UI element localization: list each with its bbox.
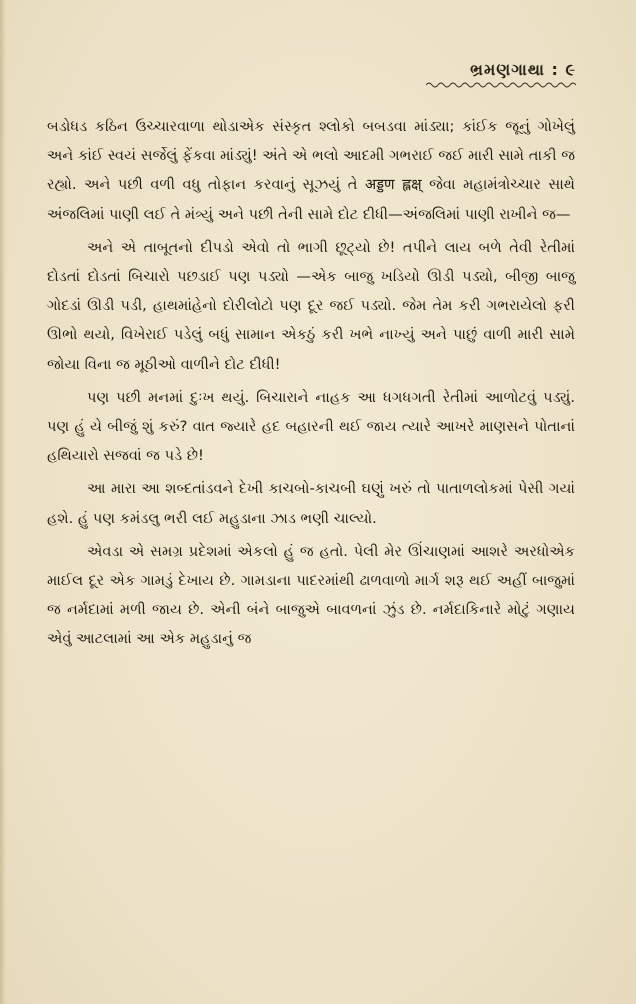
- paragraph-5: એવડા એ સમગ્ર પ્રદેશમાં એકલો હું જ હતો. પેલી મેર ઊંચાણમાં આશરે અરધોએક માઈલ દૂર એક ગામડું દેખાય છે. ગામડાના પાદરમાંથી ઢાળવાળો માર્ગ શરૂ થઈ અહીં બાજુમાં જ નર્મદામાં મળી જાય છે. એની બંને બાજુએ બાવળનાં ઝુંડ છે. નર્મદાકિનારે મોટું ગણાય એવું આટલામાં આ એક મહુડાનું જ: [47, 542, 575, 648]
- paragraph-3: પણ પછી મનમાં દુઃખ થયું. બિચારાને નાહક આ ધગધગતી રેતીમાં આળોટવું પડ્યું. પણ હું યે બીજું શું કરું? વાત જ્યારે હદ બહારની થઈ જાય ત્યારે આખરે માણસને પોતાનાં હથિયારો સજવાં જ પડે છે!: [47, 388, 575, 465]
- decorative-underline: [426, 81, 576, 89]
- running-title: ભ્રમણગાથા : ૯: [470, 60, 576, 79]
- paragraph-4: આ મારા આ શબ્દતાંડવને દેખી કાચબો-કાચબી ઘણું ખરું તો પાતાળલોકમાં પેસી ગયાં હશે. હું પણ કમંડલુ ભરી લઈ મહુડાના ઝાડ ભણી ચાલ્યો.: [47, 480, 575, 527]
- page-gutter: [0, 0, 6, 1004]
- paragraph-2: અને એ તાબૂતનો દીપડો એવો તો ભાગી છૂટ્યો છે! તપીને લાય બળે તેવી રેતીમાં દોડતાં દોડતાં બિચારો પછડાઈ પણ પડ્યો —એક બાજુ ખડિયો ઊડી પડ્યો, બીજી બાજુ ગોદડાં ઊડી પડી, હાથમાંહેનો દોરીલોટો પણ દૂર જઈ પડ્યો. જેમ તેમ કરી ગભરાયેલો ફરી ઊભો થયો, વિખેરાઈ પડેલું બધું સામાન એકઠું કરી ખભે નાખ્યું અને પાછું વાળી મારી સામે જોયા વિના જ મૂઠીઓ વાળીને દોટ દીધી!: [47, 238, 575, 373]
- page-header: [426, 60, 576, 89]
- paragraph-1: બડોધડ કઠિન ઉચ્ચારવાળા થોડાએક સંસ્કૃત શ્લોકો બબડવા માંડ્યા; કાંઈક જૂનું ગોખેલું અને કાંઈ સ્વયં સર્જેલું ફેંકવા માંડ્યું! અંતે એ ભલો આદમી ગભરાઈ જઈ મારી સામે તાકી જ રહ્યો. અને પછી વળી વધુ તોફાન કરવાનું સૂઝયું તે अड्डण ह्लक्ष् જેવા મહામંત્રોચ્ચાર સાથે અંજલિમાં પાણી લઈ તે મંત્ર્યું અને પછી તેની સામે દોટ દીધી—અંજલિમાં પાણી રાખીને જ—: [47, 118, 575, 223]
- body-text: [47, 112, 575, 654]
